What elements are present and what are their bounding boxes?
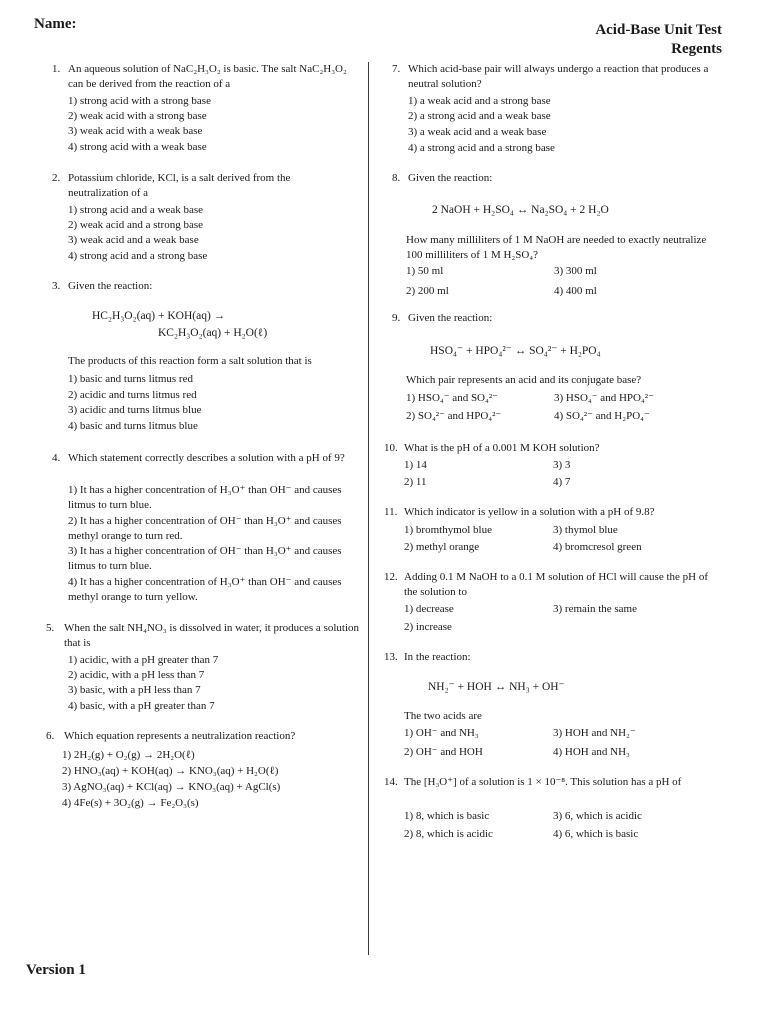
column-divider: [368, 62, 369, 955]
equation-line: HSO₄⁻ + HPO₄²⁻ ↔ SO₄²⁻ + H₂PO₄: [430, 345, 601, 357]
option: 4) SO₄²⁻ and H₂PO₄⁻: [554, 410, 650, 422]
option: 2) It has a higher concentration of OH⁻ than H₃O⁺ and causes methyl orange to turn red.: [68, 515, 342, 542]
question-number: 6.: [46, 730, 55, 742]
option: 1) strong acid with a strong base: [68, 95, 211, 107]
question-text: The [H₃O⁺] of a solution is 1 × 10⁻⁸. This solution has a pH of: [404, 776, 682, 788]
question-text: Which acid-base pair will always undergo a reaction that produces a neutral solution?: [408, 63, 709, 90]
option: 4) HOH and NH₃: [553, 746, 630, 758]
option: 1) bromthymol blue: [404, 524, 492, 536]
option: 3) remain the same: [553, 603, 637, 615]
option: 4) 7: [553, 476, 571, 488]
option: 3) a weak acid and a weak base: [408, 126, 547, 138]
option: 3) acidic and turns litmus blue: [68, 404, 202, 416]
question-number: 12.: [384, 571, 398, 583]
option: 4) 6, which is basic: [553, 828, 639, 840]
question-text: An aqueous solution of NaC₂H₃O₂ is basic. The salt NaC₂H₃O₂ can be derived from the reaction of a: [68, 63, 347, 90]
option: 3) HSO₄⁻ and HPO₄²⁻: [554, 392, 654, 404]
question-number: 13.: [384, 651, 398, 663]
question-text: The products of this reaction form a salt solution that is: [68, 355, 312, 367]
question-text: How many milliliters of 1 M NaOH are needed to exactly neutralize 100 milliliters of 1 M H₂SO₄?: [406, 234, 707, 261]
option: 3) HOH and NH₂⁻: [553, 727, 636, 739]
option: 1) HSO₄⁻ and SO₄²⁻: [406, 392, 498, 404]
question-text: Which statement correctly describes a solution with a pH of 9?: [68, 452, 345, 464]
question-text: Potassium chloride, KCl, is a salt derived from the neutralization of a: [68, 172, 291, 199]
question-text: Which indicator is yellow in a solution with a pH of 9.8?: [404, 506, 655, 518]
question-text: In the reaction:: [404, 651, 471, 663]
option: 2) a strong acid and a weak base: [408, 110, 551, 122]
option: 3) weak acid and a weak base: [68, 234, 199, 246]
question-text: When the salt NH₄NO₃ is dissolved in water, it produces a solution that is: [64, 622, 360, 649]
option: 4) basic, with a pH greater than 7: [68, 700, 215, 712]
option: 3) 3: [553, 459, 571, 471]
question-text: Given the reaction:: [408, 312, 493, 324]
question-text: Which pair represents an acid and its conjugate base?: [406, 374, 642, 386]
option: 4) strong acid and a strong base: [68, 250, 208, 262]
option: 1) It has a higher concentration of H₃O⁺ than OH⁻ and causes litmus to turn blue.: [68, 484, 342, 511]
question-text: What is the pH of a 0.001 M KOH solution?: [404, 442, 600, 454]
option: 2) acidic, with a pH less than 7: [68, 669, 205, 681]
version-label: Version 1: [26, 962, 86, 978]
option: 2) weak acid and a strong base: [68, 219, 204, 231]
option: 4) 4Fe(s) + 3O₂(g) → Fe₂O₃(s): [62, 797, 199, 809]
option: 1) 14: [404, 459, 427, 471]
option: 4) strong acid with a weak base: [68, 141, 207, 153]
question-number: 4.: [52, 452, 61, 464]
equation-line: NH₂⁻ + HOH ↔ NH₃ + OH⁻: [428, 681, 565, 693]
test-title: [595, 21, 722, 59]
option: 4) It has a higher concentration of H₃O⁺ than OH⁻ and causes methyl orange to turn yellow.: [68, 576, 342, 603]
test-title-text: Acid-Base Unit Test: [595, 22, 722, 38]
option: 2) weak acid with a strong base: [68, 110, 207, 122]
question-number: 7.: [392, 63, 401, 75]
option: 3) thymol blue: [553, 524, 618, 536]
test-subtitle: Regents: [671, 41, 722, 57]
equation-line: KC₂H₃O₂(aq) + H₂O(ℓ): [158, 327, 268, 339]
option: 1) strong acid and a weak base: [68, 204, 204, 216]
name-label: Name:: [34, 16, 77, 32]
option: 1) 50 ml: [406, 265, 444, 277]
question-number: 10.: [384, 442, 398, 454]
question-number: 11.: [384, 506, 398, 518]
option: 1) decrease: [404, 603, 454, 615]
option: 1) a weak acid and a strong base: [408, 95, 551, 107]
option: 2) 11: [404, 476, 427, 488]
question-number: 8.: [392, 172, 401, 184]
option: 2) 8, which is acidic: [404, 828, 493, 840]
option: 2) acidic and turns litmus red: [68, 389, 197, 401]
question-text: The two acids are: [404, 710, 482, 722]
question-text: Given the reaction:: [408, 172, 493, 184]
equation-line: 2 NaOH + H₂SO₄ ↔ Na₂SO₄ + 2 H₂O: [432, 204, 609, 216]
option: 4) basic and turns litmus blue: [68, 420, 198, 432]
option: 2) OH⁻ and HOH: [404, 746, 483, 758]
option: 1) acidic, with a pH greater than 7: [68, 654, 219, 666]
equation-line: HC₂H₃O₂(aq) + KOH(aq) →: [92, 310, 226, 322]
question-text: Which equation represents a neutralization reaction?: [64, 730, 296, 742]
question-number: 14.: [384, 776, 398, 788]
option: 4) bromcresol green: [553, 541, 642, 553]
option: 2) increase: [404, 621, 452, 633]
option: 3) AgNO₃(aq) + KCl(aq) → KNO₃(aq) + AgCl(s): [62, 781, 281, 793]
question-text: Adding 0.1 M NaOH to a 0.1 M solution of HCl will cause the pH of the solution to: [404, 571, 708, 598]
option: 4) 400 ml: [554, 285, 597, 297]
option: 1) basic and turns litmus red: [68, 373, 193, 385]
option: 3) It has a higher concentration of OH⁻ than H₃O⁺ and causes litmus to turn blue.: [68, 545, 342, 572]
question-number: 5.: [46, 622, 55, 634]
option: 1) 8, which is basic: [404, 810, 490, 822]
option: 3) weak acid with a weak base: [68, 125, 203, 137]
option: 1) 2H₂(g) + O₂(g) → 2H₂O(ℓ): [62, 749, 195, 761]
option: 2) methyl orange: [404, 541, 480, 553]
option: 3) basic, with a pH less than 7: [68, 684, 201, 696]
option: 4) a strong acid and a strong base: [408, 142, 555, 154]
question-number: 9.: [392, 312, 401, 324]
option: 2) SO₄²⁻ and HPO₄²⁻: [406, 410, 502, 422]
option: 1) OH⁻ and NH₃: [404, 727, 479, 739]
option: 2) HNO₃(aq) + KOH(aq) → KNO₃(aq) + H₂O(ℓ): [62, 765, 279, 777]
question-number: 2.: [52, 172, 61, 184]
question-text: Given the reaction:: [68, 280, 153, 292]
option: 3) 300 ml: [554, 265, 597, 277]
option: 3) 6, which is acidic: [553, 810, 642, 822]
question-number: 3.: [52, 280, 61, 292]
question-number: 1.: [52, 63, 61, 75]
option: 2) 200 ml: [406, 285, 449, 297]
